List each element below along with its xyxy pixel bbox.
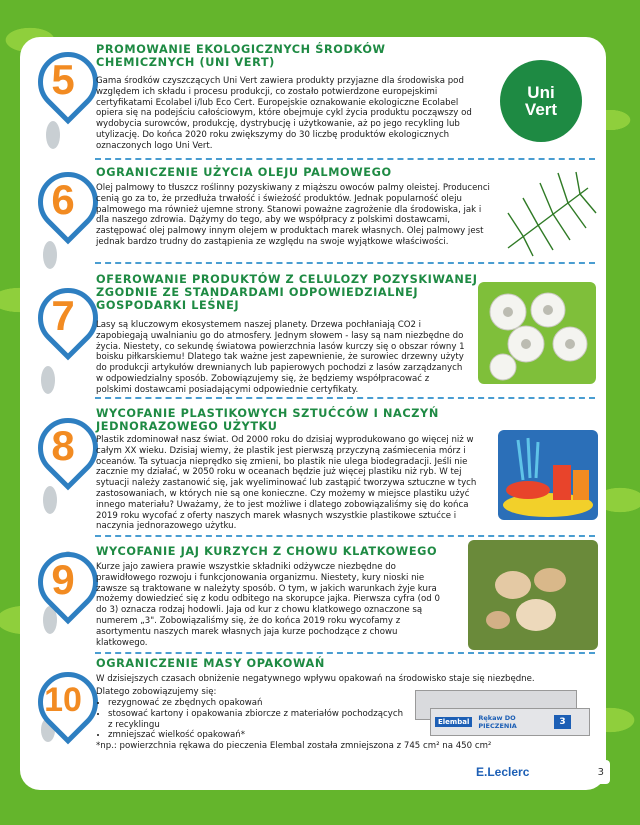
univert-logo-text: Uni Vert [524, 83, 558, 119]
section-number: 9 [51, 556, 75, 603]
commitment-list [96, 698, 408, 741]
elembal-product-image [415, 690, 590, 740]
product-count: 3 [554, 715, 570, 729]
divider [95, 652, 595, 654]
toilet-paper-image [478, 282, 596, 384]
section-title: WYCOFANIE JAJ KURZYCH Z CHOWU KLATKOWEGO [96, 545, 438, 558]
section-title: OGRANICZENIE UŻYCIA OLEJU PALMOWEGO [96, 166, 392, 179]
section-body: Kurze jajo zawiera prawie wszystkie składniki odżywcze niezbędne do prawidłowego rozwoju i funkcjonowania organizmu. Niestety, kury nioski nie zawsze są traktowane w należyty sposób. O tym, w jakich warunkach żyje kura możemy dowiedzieć się z kodu odbitego na skorupce jajka. Pierwsza cyfra (od 0 do 3) oznacza rodzaj hodowli. Jaja od kur z chowu klatkowego oznaczone są numerem „3". Zobowiązaliśmy się, że do końca 2019 roku wycofamy z asortymentu naszych marek własnych jaja kurze pochodzące z chowu klatkowego. [96, 562, 440, 648]
section-intro: W dzisiejszych czasach obniżenie negatywnego wpływu opakowań na środowisko staje się niezbędne. [96, 674, 535, 684]
divider [95, 535, 595, 537]
section-number: 5 [51, 56, 75, 103]
section-title: PROMOWANIE EKOLOGICZNYCH ŚRODKÓW CHEMICZNYCH (UNI VERT) [96, 43, 386, 69]
footprint-icon [46, 121, 60, 149]
section-number: 8 [51, 422, 75, 469]
list-item: • zmniejszać wielkość opakowań* [108, 730, 408, 741]
univert-logo [500, 60, 582, 142]
divider [95, 158, 595, 160]
section-title: WYCOFANIE PLASTIKOWYCH SZTUĆCÓW I NACZYŃ JEDNORAZOWEGO UŻYTKU [96, 407, 439, 433]
section-number: 7 [51, 292, 75, 339]
section-title: OFEROWANIE PRODUKTÓW Z CELULOZY POZYSKIWANEJ ZGODNIE ZE STANDARDAMI ODPOWIEDZIALNEJ GOSPODARKI LEŚNEJ [96, 273, 478, 312]
list-item: • stosować kartony i opakowania zbiorcze z materiałów pochodzących z recyklingu [108, 709, 408, 731]
plastic-cutlery-image [498, 430, 598, 520]
page-number: 3 [597, 766, 604, 778]
eggs-in-grass-image [468, 540, 598, 650]
section-lead: Dlatego zobowiązujemy się: [96, 687, 217, 697]
palm-leaf-image [498, 168, 598, 258]
product-label: Rękaw DO PIECZENIA [478, 714, 517, 730]
section-number: 6 [51, 176, 75, 223]
section-body: Gama środków czyszczących Uni Vert zawiera produkty przyjazne dla środowiska pod względem ich składu i procesu produkcji, co zostało potwierdzone europejskimi certyfikatami Ecolabel i/lub Eco Cert. Europejskie oznakowanie ekologiczne Ecolabel opiera się na podejściu całościowym, które obejmuje cykl życia produktu począwszy od wydobycia surowców, produkcję, dystrybucję i użytkowanie, aż po jego recykling lub utylizację. Do końca 2020 roku zwiększymy do 30 liczbę produktów ekologicznych oznaczonych logo Uni Vert. [96, 76, 472, 151]
divider [95, 397, 595, 399]
footer [470, 760, 610, 784]
section-number: 10 [44, 681, 82, 719]
section-title: OGRANICZENIE MASY OPAKOWAŃ [96, 657, 325, 670]
leclerc-logo: E.Leclerc [476, 765, 530, 779]
footprint-icon [41, 366, 55, 394]
divider [95, 262, 595, 264]
list-item: • rezygnować ze zbędnych opakowań [108, 698, 408, 709]
section-body: Lasy są kluczowym ekosystemem naszej planety. Drzewa pochłaniają CO2 i zapobiegają uwalnianiu go do atmosfery. Jednym słowem - lasy są nam niezbędne do życia. Niestety, co sekundę światowa powierzchnia lasów kurczy się o obszar równy 1 boisku piłkarskiemu! Dlatego tak ważne jest zapewnienie, że surowiec drzewny użyty do produkcji artykułów drewnianych lub papierowych pochodzi z lasów zarządzanych w odpowiedzialny sposób. Zobowiązujemy się, że będziemy współpracować z polskimi dostawcami posiadającymi odpowiednie certyfikaty. [96, 320, 465, 395]
product-brand: Elembal [435, 717, 472, 727]
section-body: Olej palmowy to tłuszcz roślinny pozyskiwany z miąższu owoców palmy oleistej. Producenci cenią go za to, że przedłuża trwałość i świeżość produktów. Jednak popularność oleju palmowego ma również ujemne strony. Stanowi poważne zagrożenie dla środowiska, jak i dla naszego zdrowia. Dążymy do tego, aby we współpracy z polskimi dostawcami, zastępować olej palmowy innym olejem w produktach marek własnych. Olej palmowy jest jednak bardzo trudny do zastąpienia ze względu na swoje wyjątkowe właściwości. [96, 183, 490, 247]
footprint-icon [43, 241, 57, 269]
section-body: Plastik zdominował nasz świat. Od 2000 roku do dzisiaj wyprodukowano go więcej niż w całym XX wieku. Dzisiaj wiemy, że plastik jest pierwszą przyczyną zaśmiecenia mórz i oceanów. Ta sytuacja nieprędko się zmieni, bo plastik nie ulega biodegradacji. Jeśli nie zacznie my działać, w 2050 roku w oceanach będzie już więcej plastiku niż ryb. W tej sytuacji należy zastanowić się, jak wyeliminować lub zastąpić tworzywa sztuczne w tych zastosowaniach, w których nie są one konieczne. Czy możemy w miejsce plastiku użyć innego materiału? Uważamy, że to jest możliwe i dlatego zobowiązaliśmy się do końca 2019 roku wycofać z oferty naszych marek własnych wszystkie plastikowe sztućce i naczynia jednorazowego użytku. [96, 435, 477, 532]
footprint-icon [43, 486, 57, 514]
footnote: *np.: powierzchnia rękawa do pieczenia Elembal została zmniejszona z 745 cm² na 450 cm² [96, 741, 492, 751]
